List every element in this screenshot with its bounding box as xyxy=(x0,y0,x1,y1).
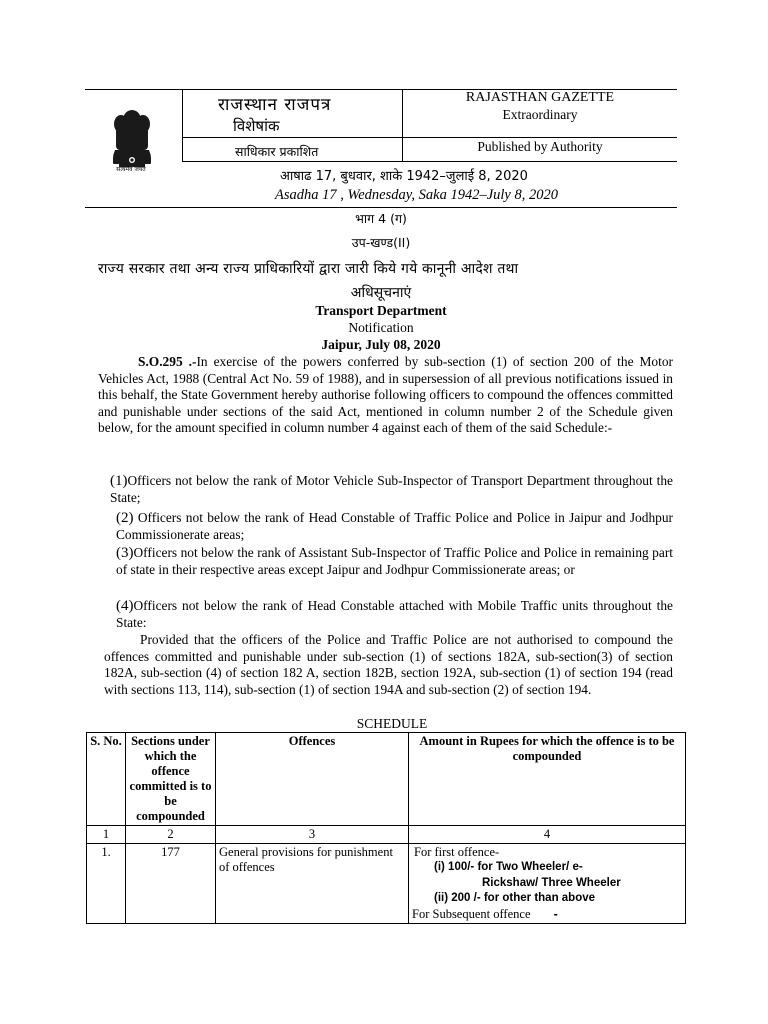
table-header-row xyxy=(87,733,686,826)
officer-number: (4) xyxy=(116,598,134,614)
published-by-authority-hindi: साधिकार प्रकाशित xyxy=(235,144,319,159)
amount-item: Rickshaw/ Three Wheeler xyxy=(482,876,621,889)
officer-number: (3) xyxy=(116,545,134,561)
notification-place-date: Jaipur, July 08, 2020 xyxy=(321,337,441,352)
officer-item xyxy=(110,473,673,506)
section-heading-line1: राज्य सरकार तथा अन्य राज्य प्राधिकारियों द्वारा जारी किये गये कानूनी आदेश तथा xyxy=(98,261,519,277)
amount-subsequent-dash: - xyxy=(553,906,558,921)
row-sno: 1. xyxy=(87,844,126,924)
officer-item xyxy=(116,545,673,578)
officer-text: Officers not below the rank of Head Constable of Traffic Police and Police in Jaipur and Jodhpur Commissionerate areas; xyxy=(116,510,673,542)
masthead-divider xyxy=(182,161,677,162)
amount-subsequent xyxy=(412,907,682,922)
column-number: 4 xyxy=(409,826,686,844)
officer-item xyxy=(116,598,673,631)
masthead-divider xyxy=(182,90,183,161)
header-sno: S. No. xyxy=(87,733,126,826)
gazette-title-english: RAJASTHAN GAZETTE xyxy=(465,90,615,105)
schedule-table xyxy=(86,732,686,924)
notification-label: Notification xyxy=(348,320,414,335)
schedule-title: SCHEDULE xyxy=(356,716,428,731)
subpart-heading: उप-खण्ड(II) xyxy=(351,235,411,250)
gazette-masthead xyxy=(85,89,677,208)
row-section: 177 xyxy=(126,844,216,924)
officer-text: Officers not below the rank of Motor Vehicle Sub-Inspector of Transport Department throughout the State; xyxy=(110,473,673,505)
header-sections: Sections under which the offence committed is to be compounded xyxy=(126,733,216,826)
proviso-paragraph xyxy=(104,632,673,698)
officer-text: Officers not below the rank of Head Constable attached with Mobile Traffic units throughout the State: xyxy=(116,598,673,630)
notification-intro xyxy=(98,354,673,437)
intro-text: In exercise of the powers conferred by sub-section (1) of section 200 of the Motor Vehicles Act, 1988 (Central Act No. 59 of 1988), and in supersession of all previous notifications issued in this behalf, the State Government hereby authorise following officers to compound the offences committed and punishable under sections of the said Act, mentioned in column number 2 of the Schedule given below, for the amount specified in column number 4 against each of them of the said Schedule:- xyxy=(98,354,673,436)
officer-item xyxy=(116,510,673,543)
amount-list xyxy=(412,860,682,907)
gazette-title-hindi: राजस्थान राजपत्र xyxy=(218,95,332,115)
officer-number: (2) xyxy=(116,510,134,526)
emblem-motto: सत्यमेव जयते xyxy=(116,166,146,173)
issue-date-english: Asadha 17 , Wednesday, Saka 1942–July 8, 2020 xyxy=(275,187,558,203)
masthead-divider xyxy=(182,137,677,138)
amount-first-offence: For first offence- xyxy=(414,845,500,859)
amount-item: (ii) 200 /- for other than above xyxy=(434,892,596,904)
department-name: Transport Department xyxy=(315,303,447,318)
section-heading-line2: अधिसूचनाएं xyxy=(350,285,412,301)
order-number: S.O.295 .- xyxy=(138,354,197,369)
officer-number: (1) xyxy=(110,473,128,489)
header-amount: Amount in Rupees for which the offence is to be compounded xyxy=(409,733,686,826)
part-heading: भाग 4 (ग) xyxy=(355,211,407,226)
gazette-subtitle-hindi: विशेषांक xyxy=(233,117,280,135)
amount-item: (i) 100/- for Two Wheeler/ e- xyxy=(434,861,583,873)
published-by-authority-english: Published by Authority xyxy=(477,139,603,154)
column-number: 2 xyxy=(126,826,216,844)
issue-date-hindi: आषाढ 17, बुधवार, शाके 1942–जुलाई 8, 2020 xyxy=(280,169,528,184)
proviso-text: Provided that the officers of the Police and Traffic Police are not authorised to compound the offences committed and punishable under sub-section (1) of sections 182A, sub-section(3) of section 182A, sub-section (4) of section 182 A, section 182B, section 192A, sub-section (1) of section 194 (read with sections 113, 114), sub-section (1) of section 194A and sub-section (2) of section 194. xyxy=(104,632,673,697)
column-number: 3 xyxy=(216,826,409,844)
row-amount xyxy=(409,844,686,924)
header-offences: Offences xyxy=(216,733,409,826)
officer-text: Officers not below the rank of Assistant Sub-Inspector of Traffic Police and Police in remaining part of state in their respective areas except Jaipur and Jodhpur Commissionerate areas; or xyxy=(116,545,673,577)
amount-subsequent-label: For Subsequent offence xyxy=(412,906,531,921)
table-row xyxy=(87,844,686,924)
gazette-subtitle-english: Extraordinary xyxy=(502,107,578,122)
row-offence: General provisions for punishment of offences xyxy=(216,844,409,924)
column-number-row xyxy=(87,826,686,844)
column-number: 1 xyxy=(87,826,126,844)
